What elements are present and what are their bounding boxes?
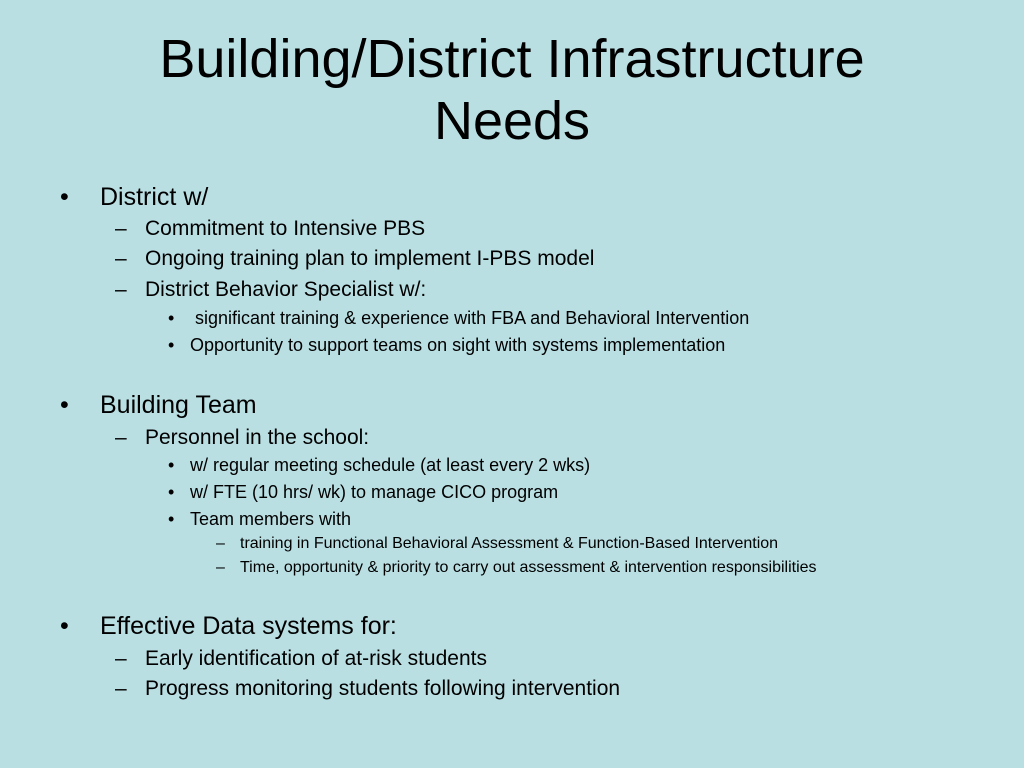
bullet-marker: • [60, 612, 69, 640]
dash-marker: – [115, 677, 127, 700]
list-subitem: significant training & experience with FBA and Behavioral Intervention [190, 308, 750, 328]
bullet-marker: • [60, 183, 69, 211]
list-item: Early identification of at-risk students [145, 647, 487, 670]
list-subitem: w/ FTE (10 hrs/ wk) to manage CICO program [190, 482, 559, 502]
bullet-marker: • [168, 455, 175, 475]
slide-title-line-2: Needs [433, 91, 591, 151]
bullet-marker: • [60, 391, 69, 419]
bullet-marker: • [168, 482, 175, 502]
dash-marker: – [115, 426, 127, 449]
dash-marker: – [216, 535, 225, 552]
dash-marker: – [115, 647, 127, 670]
dash-marker: – [216, 559, 225, 576]
section-heading-building-team: Building Team [100, 391, 257, 419]
bullet-marker: • [168, 335, 175, 355]
list-subitem: w/ regular meeting schedule (at least every 2 wks) [190, 455, 591, 475]
dash-marker: – [115, 247, 127, 270]
list-subsubitem: training in Functional Behavioral Assessment & Function-Based Intervention [240, 535, 779, 552]
section-heading-district: District w/ [100, 183, 209, 211]
section-heading-data-systems: Effective Data systems for: [100, 612, 397, 640]
list-subsubitem: Time, opportunity & priority to carry out assessment & intervention responsibilities [240, 559, 817, 576]
list-item: Ongoing training plan to implement I-PBS model [145, 247, 595, 270]
list-subitem: Opportunity to support teams on sight with systems implementation [190, 335, 726, 355]
list-item: Personnel in the school: [145, 426, 370, 449]
list-item: District Behavior Specialist w/: [145, 278, 427, 301]
dash-marker: – [115, 278, 127, 301]
dash-marker: – [115, 217, 127, 240]
slide-title-line-1: Building/District Infrastructure [159, 29, 865, 89]
slide-title [0, 28, 1024, 152]
list-item: Progress monitoring students following intervention [145, 677, 621, 700]
bullet-marker: • [168, 308, 175, 328]
list-subitem: Team members with [190, 509, 352, 529]
bullet-marker: • [168, 509, 175, 529]
list-item: Commitment to Intensive PBS [145, 217, 426, 240]
